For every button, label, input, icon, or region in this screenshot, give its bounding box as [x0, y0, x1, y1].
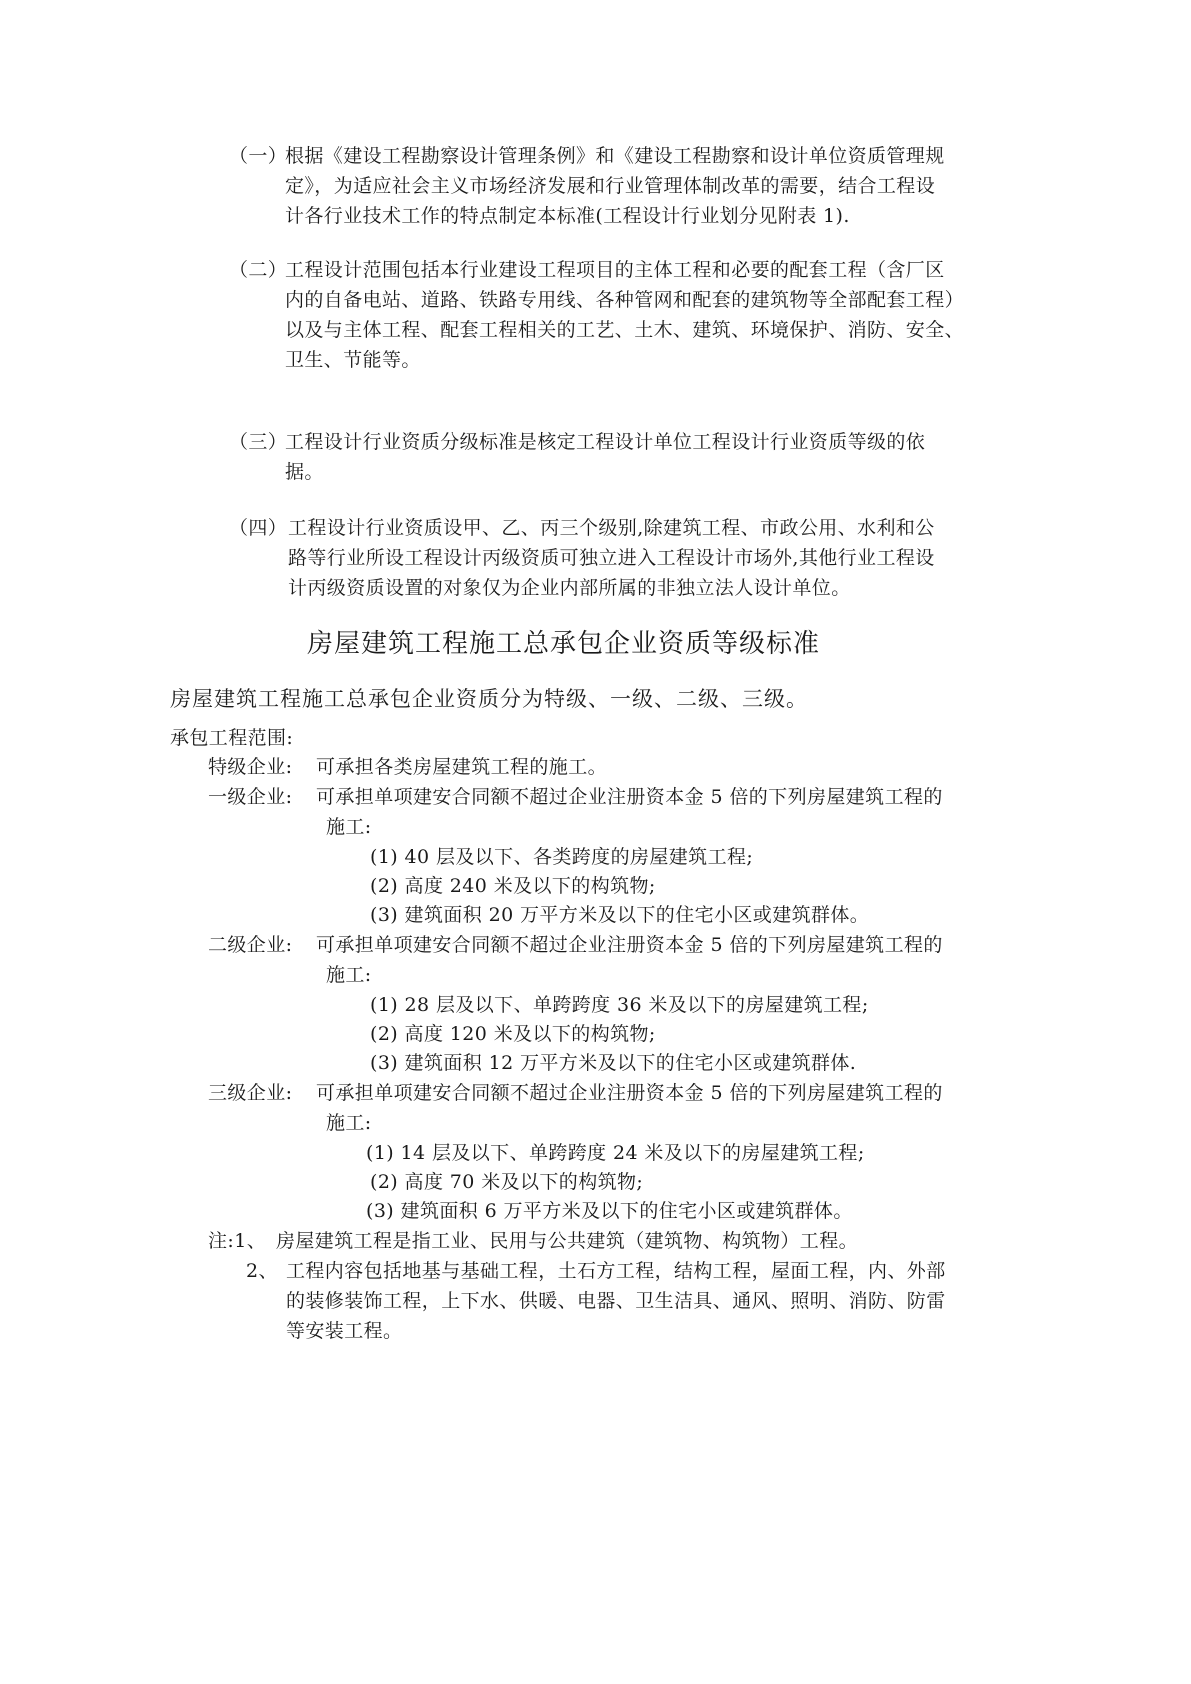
grade-3-item-1: (1) 14 层及以下、单跨跨度 24 米及以下的房屋建筑工程;: [366, 1142, 865, 1164]
clause-3-line-2: 据。: [285, 461, 324, 483]
grade-2-label: 二级企业:: [208, 934, 293, 956]
clause-1-line-3: 计各行业技术工作的特点制定本标准(工程设计行业划分见附表 1).: [285, 205, 850, 227]
grade-1-line-1: 可承担单项建安合同额不超过企业注册资本金 5 倍的下列房屋建筑工程的: [316, 786, 943, 808]
clause-2-line-3: 以及与主体工程、配套工程相关的工艺、土木、建筑、环境保护、消防、安全、: [285, 319, 965, 341]
grade-1-label: 一级企业:: [208, 786, 293, 808]
clause-2-line-1: 工程设计范围包括本行业建设工程项目的主体工程和必要的配套工程（含厂区: [285, 259, 945, 281]
grade-2-line-1: 可承担单项建安合同额不超过企业注册资本金 5 倍的下列房屋建筑工程的: [316, 934, 943, 956]
note-2-line-2: 的装修装饰工程，上下水、供暖、电器、卫生洁具、通风、照明、消防、防雷: [286, 1290, 946, 1312]
scope-label: 承包工程范围:: [170, 727, 294, 749]
clause-1-line-2: 定》，为适应社会主义市场经济发展和行业管理体制改革的需要，结合工程设: [285, 175, 936, 197]
grade-2-line-2: 施工:: [326, 964, 372, 986]
clause-3-mark: （三）: [229, 431, 288, 453]
clause-4-mark: （四）: [229, 517, 288, 539]
grade-3-line-2: 施工:: [326, 1112, 372, 1134]
grade-3-line-1: 可承担单项建安合同额不超过企业注册资本金 5 倍的下列房屋建筑工程的: [316, 1082, 943, 1104]
grade-special-line-1: 可承担各类房屋建筑工程的施工。: [316, 756, 608, 778]
grade-special-label: 特级企业:: [208, 756, 293, 778]
grade-3-item-3: (3) 建筑面积 6 万平方米及以下的住宅小区或建筑群体。: [366, 1200, 853, 1222]
clause-2-line-2: 内的自备电站、道路、铁路专用线、各种管网和配套的建筑物等全部配套工程）: [285, 289, 965, 311]
standard-title: 房屋建筑工程施工总承包企业资质等级标准: [307, 629, 821, 659]
clause-1-line-1: 根据《建设工程勘察设计管理条例》和《建设工程勘察和设计单位资质管理规: [285, 145, 945, 167]
note-1-mark: 注:1、: [208, 1230, 267, 1252]
clause-4-line-1: 工程设计行业资质设甲、乙、丙三个级别,除建筑工程、市政公用、水利和公: [288, 517, 935, 539]
grade-1-item-3: (3) 建筑面积 20 万平方米及以下的住宅小区或建筑群体。: [370, 904, 870, 926]
grade-2-item-3: (3) 建筑面积 12 万平方米及以下的住宅小区或建筑群体.: [370, 1052, 857, 1074]
clause-1-mark: （一）: [229, 145, 288, 167]
clause-3-line-1: 工程设计行业资质分级标准是核定工程设计单位工程设计行业资质等级的依: [285, 431, 926, 453]
note-1-line-1: 房屋建筑工程是指工业、民用与公共建筑（建筑物、构筑物）工程。: [276, 1230, 859, 1252]
grade-2-item-2: (2) 高度 120 米及以下的构筑物;: [370, 1023, 656, 1045]
grade-1-item-2: (2) 高度 240 米及以下的构筑物;: [370, 875, 656, 897]
grade-3-item-2: (2) 高度 70 米及以下的构筑物;: [370, 1171, 644, 1193]
clause-2-mark: （二）: [229, 259, 288, 281]
clause-4-line-3: 计丙级资质设置的对象仅为企业内部所属的非独立法人设计单位。: [288, 577, 851, 599]
note-2-line-3: 等安装工程。: [286, 1320, 403, 1342]
grade-1-line-2: 施工:: [326, 816, 372, 838]
grade-3-label: 三级企业:: [208, 1082, 293, 1104]
clause-4-line-2: 路等行业所设工程设计丙级资质可独立进入工程设计市场外,其他行业工程设: [288, 547, 935, 569]
clause-2-line-4: 卫生、节能等。: [285, 349, 421, 371]
standard-intro: 房屋建筑工程施工总承包企业资质分为特级、一级、二级、三级。: [170, 687, 808, 711]
note-2-mark: 2、: [246, 1260, 278, 1282]
grade-2-item-1: (1) 28 层及以下、单跨跨度 36 米及以下的房屋建筑工程;: [370, 994, 869, 1016]
grade-1-item-1: (1) 40 层及以下、各类跨度的房屋建筑工程;: [370, 846, 754, 868]
note-2-line-1: 工程内容包括地基与基础工程，土石方工程，结构工程，屋面工程，内、外部: [286, 1260, 946, 1282]
